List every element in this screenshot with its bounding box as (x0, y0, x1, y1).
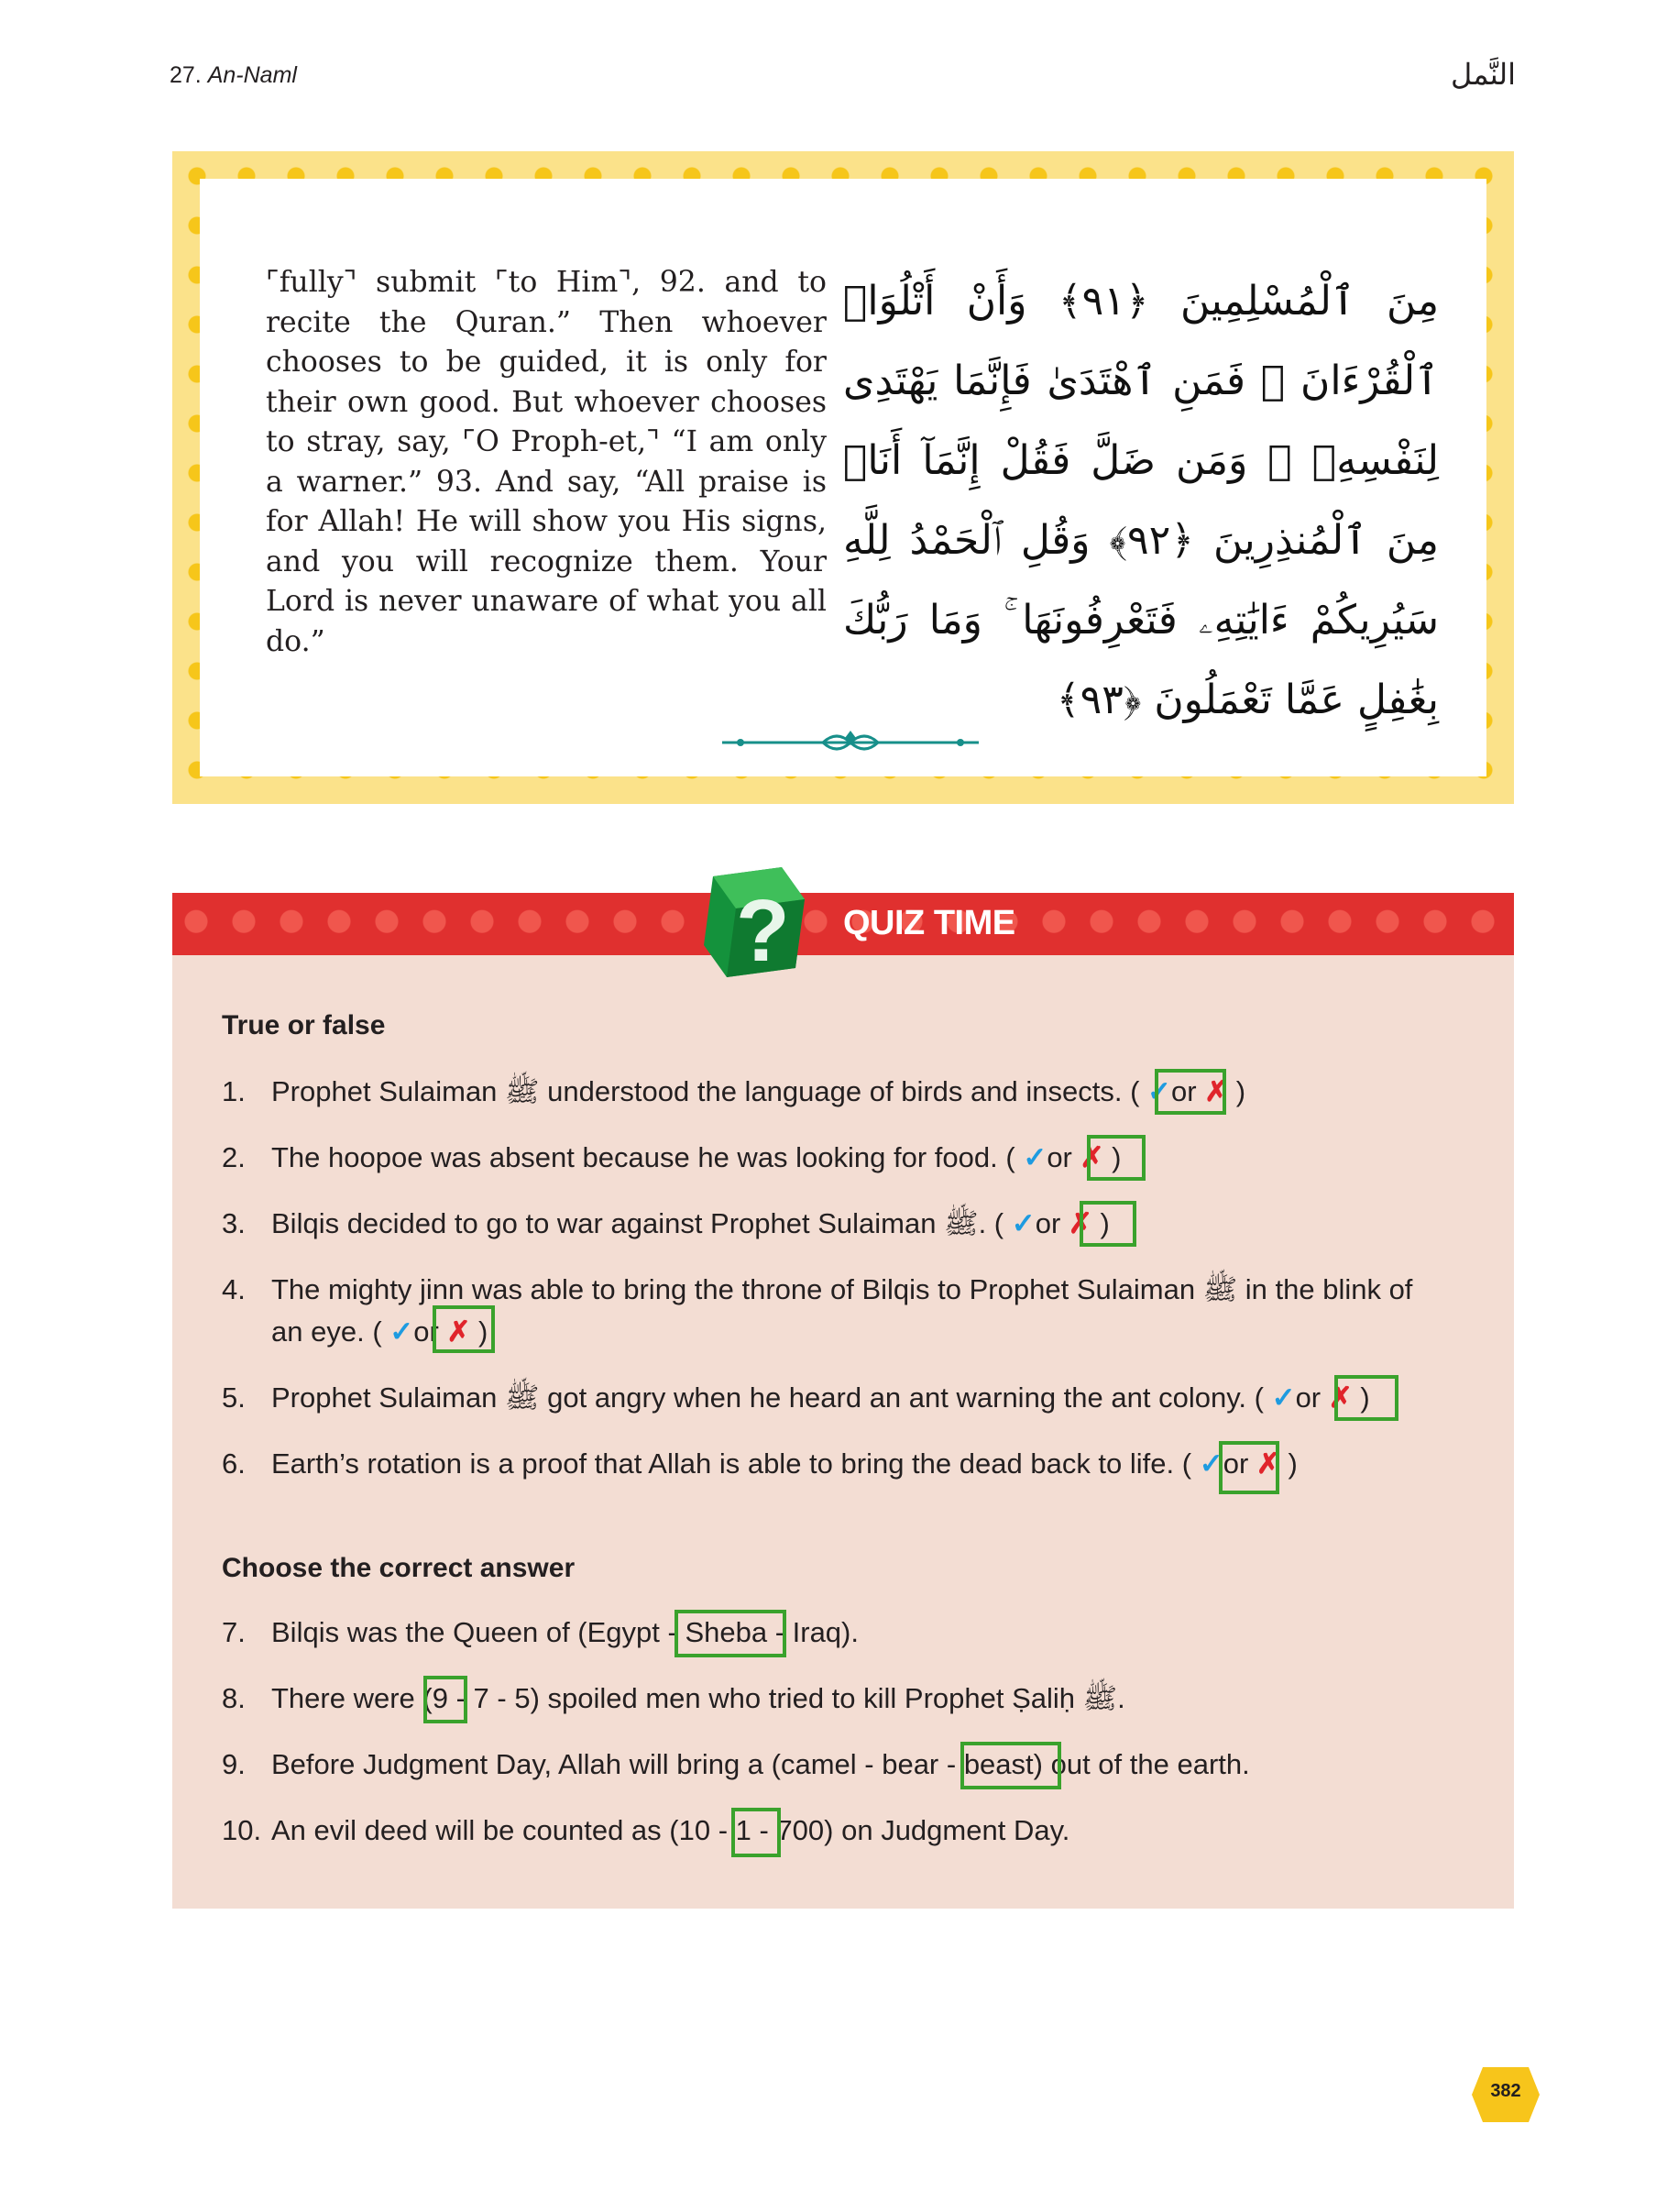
question-number: 4. (222, 1273, 246, 1305)
question-number: 10. (222, 1814, 262, 1846)
cross-icon: ✗ (1080, 1141, 1104, 1173)
correct-answer: Sheba (685, 1616, 768, 1648)
quiz-panel (172, 882, 1514, 1909)
cross-icon: ✗ (1328, 1381, 1353, 1414)
chapter-number: 27. (170, 62, 202, 88)
question-text: Prophet Sulaiman ﷺ got angry when he heard an ant warning the ant colony. (271, 1381, 1247, 1414)
answer-box-2 (1087, 1135, 1146, 1181)
cross-icon: ✗ (446, 1315, 471, 1348)
quiz-title: QUIZ TIME (843, 904, 1015, 942)
answer-box-7 (674, 1610, 786, 1657)
question-number: 6. (222, 1447, 246, 1480)
verse-translation: ⌜fully⌝ submit ⌜to Him⌝, 92. and to recite the Quran.” Then whoever chooses to be guided, it is only for their own good. But whoever chooses to stray, say, ⌜O Proph-et,⌝ “I am only a warner.” 93. And say, “All praise is for Allah! He will show you His signs, and you will recognize them. Your Lord is never unaware of what you all do.” (266, 266, 827, 658)
question-text: Earth’s rotation is a proof that Allah is able to bring the dead back to life. (271, 1447, 1175, 1480)
section-heading-true-false: True or false (222, 1010, 386, 1040)
cross-icon: ✗ (1068, 1207, 1092, 1239)
question-text: The hoopoe was absent because he was looking for food. (271, 1141, 998, 1173)
verse-arabic: مِنَ ٱلْمُسْلِمِينَ ﴿٩١﴾ وَأَنْ أَتْلُوَا۟ ٱلْقُرْءَانَ ۖ فَمَنِ ٱهْتَدَىٰ فَإِنَّمَا يَهْتَدِى لِنَفْسِهِۦ ۖ وَمَن ضَلَّ فَقُلْ إِنَّمَآ أَنَا۠ مِنَ ٱلْمُنذِرِينَ ﴿٩٢﴾ وَقُلِ ٱلْحَمْدُ لِلَّهِ سَيُرِيكُمْ ءَايَٰتِهِۦ فَتَعْرِفُونَهَا ۚ وَمَا رَبُّكَ بِغَٰفِلٍ عَمَّا تَعْمَلُونَ ﴿٩٣﴾ (843, 278, 1440, 723)
correct-answer: 1 (735, 1814, 751, 1846)
question-text: The mighty jinn was able to bring the throne of Bilqis to Prophet Sulaiman ﷺ in the blink of (271, 1273, 1413, 1305)
question-text: Prophet Sulaiman ﷺ understood the language of birds and insects. (271, 1075, 1123, 1107)
mc-question-9: 9. Before Judgment Day, Allah will bring a (camel - bear - beast) out of the earth. (222, 1744, 1477, 1786)
check-icon: ✓ (1011, 1207, 1036, 1239)
check-icon: ✓ (1271, 1381, 1296, 1414)
question-number: 1. (222, 1075, 246, 1107)
answer-box-8 (423, 1676, 467, 1723)
question-number: 3. (222, 1207, 246, 1239)
answer-box-9 (960, 1742, 1061, 1789)
question-number: 5. (222, 1381, 246, 1414)
chapter-header (170, 62, 297, 89)
tf-question-2: 2. The hoopoe was absent because he was looking for food. ( ✓or ✗ ) (222, 1137, 1477, 1179)
correct-answer: 9 (432, 1682, 448, 1714)
question-number: 7. (222, 1616, 246, 1648)
check-icon: ✓ (1023, 1141, 1047, 1173)
page-number: 382 (1490, 2081, 1521, 2101)
question-number: 9. (222, 1748, 246, 1780)
question-text-continued: an eye. ( ✓or ✗ ) (271, 1315, 488, 1348)
arabic-chapter-title: النَّمل (1450, 57, 1516, 92)
check-icon: ✓ (1147, 1075, 1171, 1107)
tf-question-1: 1. Prophet Sulaiman ﷺ understood the language of birds and insects. ( ✓or ✗ ) (222, 1071, 1477, 1113)
answer-box-6 (1219, 1441, 1279, 1494)
question-text: Bilqis decided to go to war against Prophet Sulaiman ﷺ. (271, 1207, 987, 1239)
svg-text:?: ? (736, 882, 790, 980)
section-heading-choose: Choose the correct answer (222, 1553, 576, 1583)
answer-box-5 (1334, 1375, 1398, 1421)
cross-icon: ✗ (1204, 1075, 1229, 1107)
tf-question-5: 5. Prophet Sulaiman ﷺ got angry when he heard an ant warning the ant colony. ( ✓or ✗ ) (222, 1377, 1477, 1419)
answer-box-1 (1155, 1069, 1229, 1115)
answer-box-4 (433, 1305, 495, 1353)
mc-question-7: 7. Bilqis was the Queen of (Egypt - Sheba - Iraq). (222, 1612, 1477, 1654)
ornament-divider-icon (722, 727, 979, 758)
question-number: 2. (222, 1141, 246, 1173)
answer-box-10 (731, 1808, 781, 1857)
tf-question-4 (222, 1269, 1477, 1353)
verse-frame-inner (200, 179, 1486, 776)
verse-frame (172, 151, 1514, 804)
cross-icon: ✗ (1256, 1447, 1280, 1480)
question-number: 8. (222, 1682, 246, 1714)
correct-answer: beast (963, 1748, 1034, 1780)
tf-question-3: 3. Bilqis decided to go to war against Prophet Sulaiman ﷺ. ( ✓or ✗ ) (222, 1203, 1477, 1245)
mc-question-8: 8. There were (9 - 7 - 5) spoiled men who tried to kill Prophet Ṣaliḥ ﷺ. (222, 1678, 1477, 1720)
mc-question-10: 10. An evil deed will be counted as (10 - 1 - 700) on Judgment Day. (222, 1810, 1477, 1852)
tf-question-6: 6. Earth’s rotation is a proof that Allah is able to bring the dead back to life. ( ✓or ✗ ) (222, 1443, 1477, 1485)
answer-box-3 (1080, 1201, 1136, 1247)
check-icon: ✓ (389, 1315, 414, 1348)
check-icon: ✓ (1199, 1447, 1223, 1480)
question-cube-icon (685, 858, 814, 986)
chapter-name: An-Naml (207, 62, 297, 88)
